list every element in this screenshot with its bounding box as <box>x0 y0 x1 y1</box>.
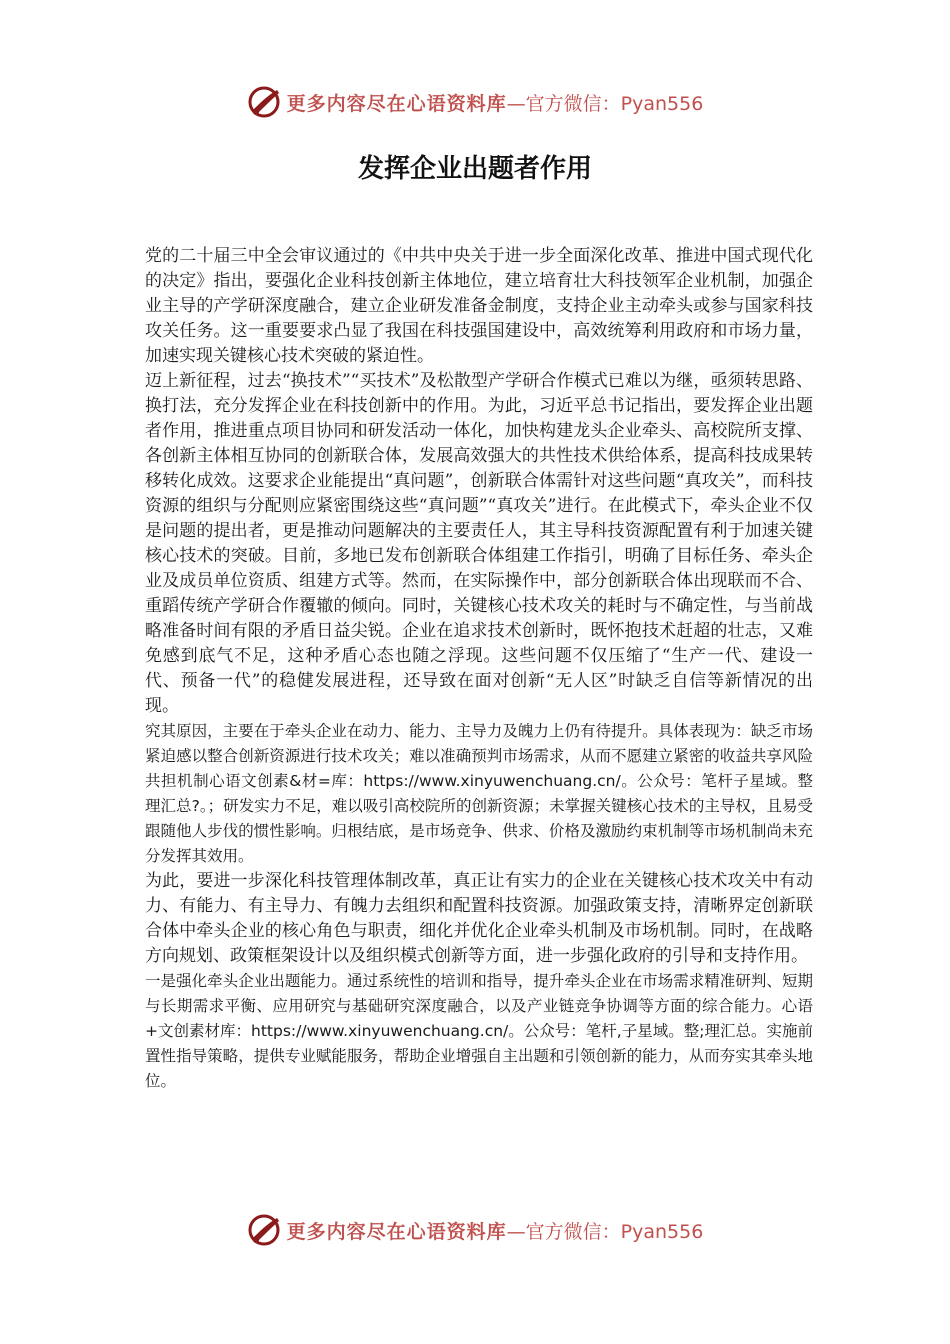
brush-logo-icon <box>247 84 283 120</box>
footer-watermark-tail: —官方微信：Pyan556 <box>506 1220 704 1243</box>
document-body <box>145 244 813 1094</box>
paragraph-4: 为此，要进一步深化科技管理体制改革，真正让有实力的企业在关键核心技术攻关中有动力、有能力、有主导力、有魄力去组织和配置科技资源。加强政策支持，清晰界定创新联合体中牵头企业的核心角色与职责，细化并优化企业牵头机制及市场机制。同时，在战略方向规划、政策框架设计以及组织模式创新等方面，进一步强化政府的引导和支持作用。 <box>145 871 813 966</box>
header-watermark <box>0 82 950 122</box>
paragraph-1: 党的二十届三中全会审议通过的《中共中央关于进一步全面深化改革、推进中国式现代化的决定》指出，要强化企业科技创新主体地位，建立培育壮大科技领军企业机制，加强企业主导的产学研深度融合，建立企业研发准备金制度，支持企业主动牵头或参与国家科技攻关任务。这一重要要求凸显了我国在科技强国建设中，高效统筹利用政府和市场力量，加速实现关键核心技术突破的紧迫性。 <box>145 246 813 366</box>
document-title: 发挥企业出题者作用 <box>357 154 592 184</box>
header-watermark-text: 更多内容尽在心语资料库 <box>286 92 507 115</box>
paragraph-5: 一是强化牵头企业出题能力。通过系统性的培训和指导，提升牵头企业在市场需求精准研判、短期与长期需求平衡、应用研究与基础研究深度融合，以及产业链竞争协调等方面的综合能力。心语+文创素材库：https://www.xinyuwenchuang.cn/。公众号：笔杆,子星域。整;理汇总。实施前置性指导策略，提供专业赋能服务，帮助企业增强自主出题和引领创新的能力，从而夯实其牵头地位。 <box>145 972 813 1090</box>
footer-watermark-text: 更多内容尽在心语资料库 <box>286 1220 507 1243</box>
header-watermark-tail: —官方微信：Pyan556 <box>506 92 704 115</box>
brush-logo-icon <box>247 1212 283 1248</box>
paragraph-3: 究其原因，主要在于牵头企业在动力、能力、主导力及魄力上仍有待提升。具体表现为：缺乏市场紧迫感以整合创新资源进行技术攻关；难以准确预判市场需求，从而不愿建立紧密的收益共享风险共担机制心语文创素&材=库：https://www.xinyuwenchuang.cn/。公众号：笔杆子星域。整理汇总?。；研发实力不足，难以吸引高校院所的创新资源；未掌握关键核心技术的主导权，且易受跟随他人步伐的惯性影响。归根结底，是市场竞争、供求、价格及激励约束机制等市场机制尚未充分发挥其效用。 <box>145 722 813 865</box>
footer-watermark <box>0 1210 950 1250</box>
paragraph-2: 迈上新征程，过去“换技术”“买技术”及松散型产学研合作模式已难以为继，亟须转思路、换打法，充分发挥企业在科技创新中的作用。为此，习近平总书记指出，要发挥企业出题者作用，推进重点项目协同和研发活动一体化，加快构建龙头企业牵头、高校院所支撑、各创新主体相互协同的创新联合体，发展高效强大的共性技术供给体系，提高科技成果转移转化成效。这要求企业能提出“真问题”，创新联合体需针对这些问题“真攻关”，而科技资源的组织与分配则应紧密围绕这些“真问题”“真攻关”进行。在此模式下，牵头企业不仅是问题的提出者，更是推动问题解决的主要责任人，其主导科技资源配置有利于加速关键核心技术的突破。目前，多地已发布创新联合体组建工作指引，明确了目标任务、牵头企业及成员单位资质、组建方式等。然而，在实际操作中，部分创新联合体出现联而不合、重蹈传统产学研合作覆辙的倾向。同时，关键核心技术攻关的耗时与不确定性，与当前战略准备时间有限的矛盾日益尖锐。企业在追求技术创新时，既怀抱技术赶超的壮志，又难免感到底气不足，这种矛盾心态也随之浮现。这些问题不仅压缩了“生产一代、建设一代、预备一代”的稳健发展进程，还导致在面对创新“无人区”时缺乏自信等新情况的出现。 <box>145 371 813 716</box>
